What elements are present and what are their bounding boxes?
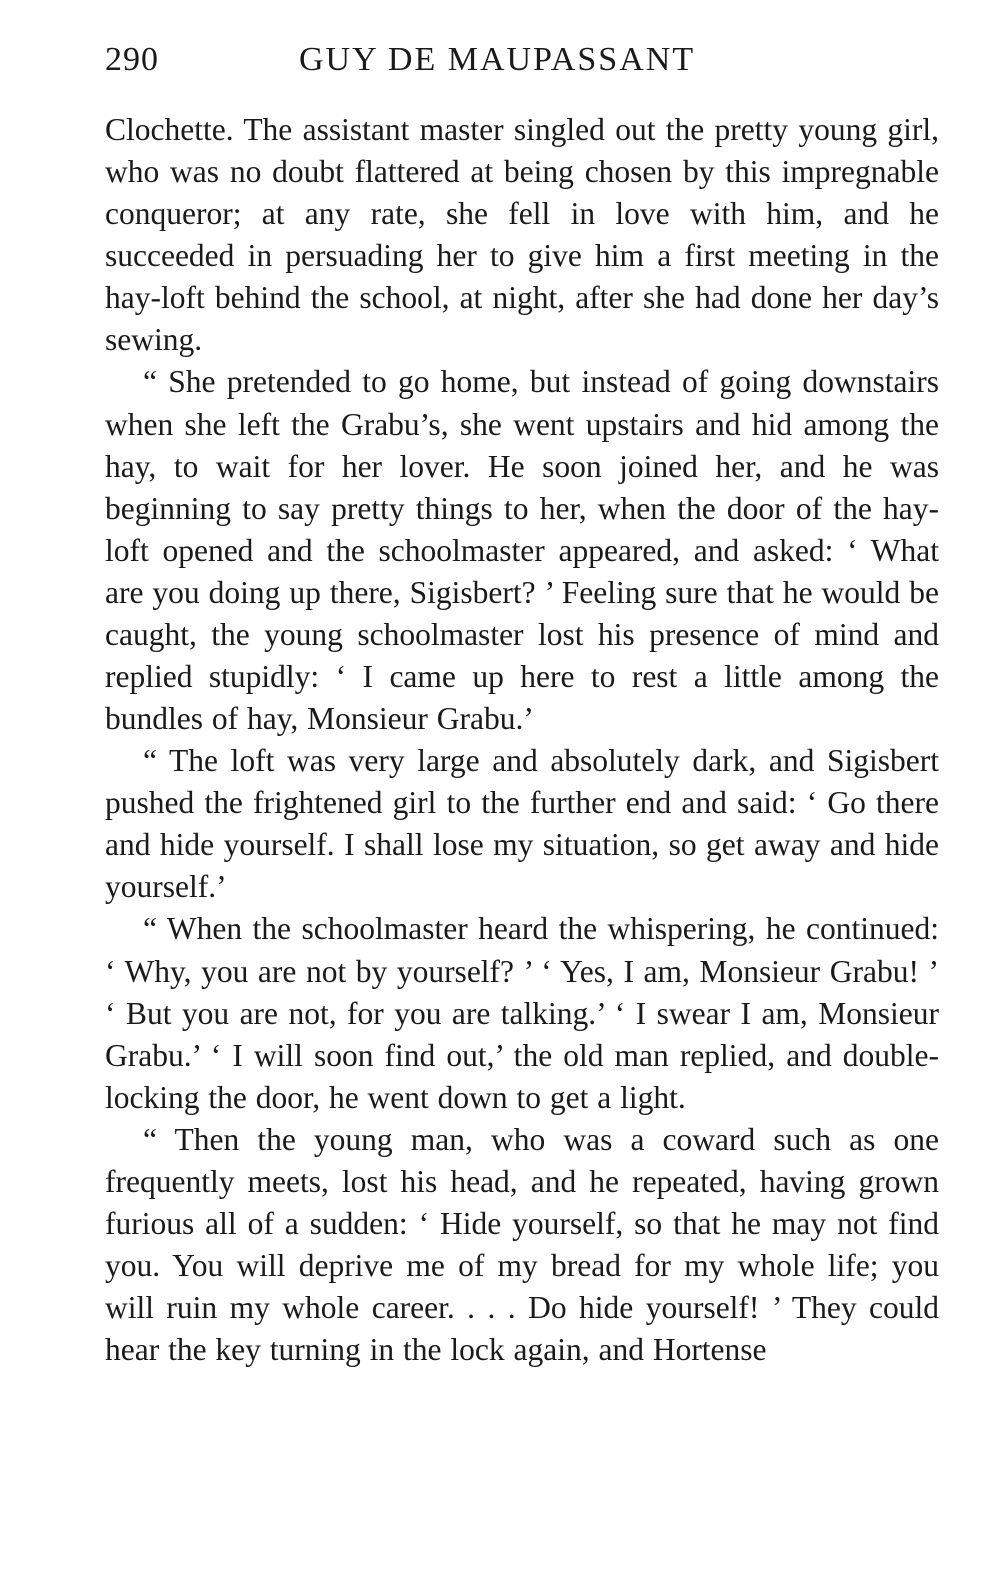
paragraph: “ Then the young man, who was a coward such as one frequently meets, lost his head, and he repeated, having grown furious all of a sudden: ‘ Hide yourself, so that he may not find you. You will deprive me of my bread for my whole life; you will ruin my whole career. . . . Do hide yourself! ’ They could hear the key turning in the lock again, and Hortense xyxy=(105,1121,939,1368)
page-body xyxy=(105,109,939,1371)
paragraph: “ The loft was very large and absolutely dark, and Sigisbert pushed the frightened girl to the further end and said: ‘ Go there and hide yourself. I shall lose my situation, so get away and hide yourself.’ xyxy=(105,743,939,905)
page-header xyxy=(105,40,939,80)
page-number: 290 xyxy=(105,41,159,78)
paragraph: “ When the schoolmaster heard the whispering, he continued: ‘ Why, you are not by yourself? ’ ‘ Yes, I am, Monsieur Grabu! ’ ‘ But you are not, for you are talking.’ ‘ I swear I am, Monsieur Grabu.’ ‘ I will soon find out,’ the old man replied, and double-locking the door, he went down to get a light. xyxy=(105,911,939,1115)
paragraph: “ She pretended to go home, but instead of going downstairs when she left the Grabu’s, she went upstairs and hid among the hay, to wait for her lover. He soon joined her, and he was beginning to say pretty things to her, when the door of the hay-loft opened and the schoolmaster appeared, and asked: ‘ What are you doing up there, Sigisbert? ’ Feeling sure that he would be caught, the young schoolmaster lost his presence of mind and replied stupidly: ‘ I came up here to rest a little among the bundles of hay, Monsieur Grabu.’ xyxy=(105,364,939,737)
paragraph: Clochette. The assistant master singled out the pretty young girl, who was no doubt flattered at being chosen by this impregnable conqueror; at any rate, she fell in love with him, and he succeeded in persuading her to give him a first meeting in the hay-loft behind the school, at night, after she had done her day’s sewing. xyxy=(105,112,939,358)
running-head: GUY DE MAUPASSANT xyxy=(299,41,696,78)
